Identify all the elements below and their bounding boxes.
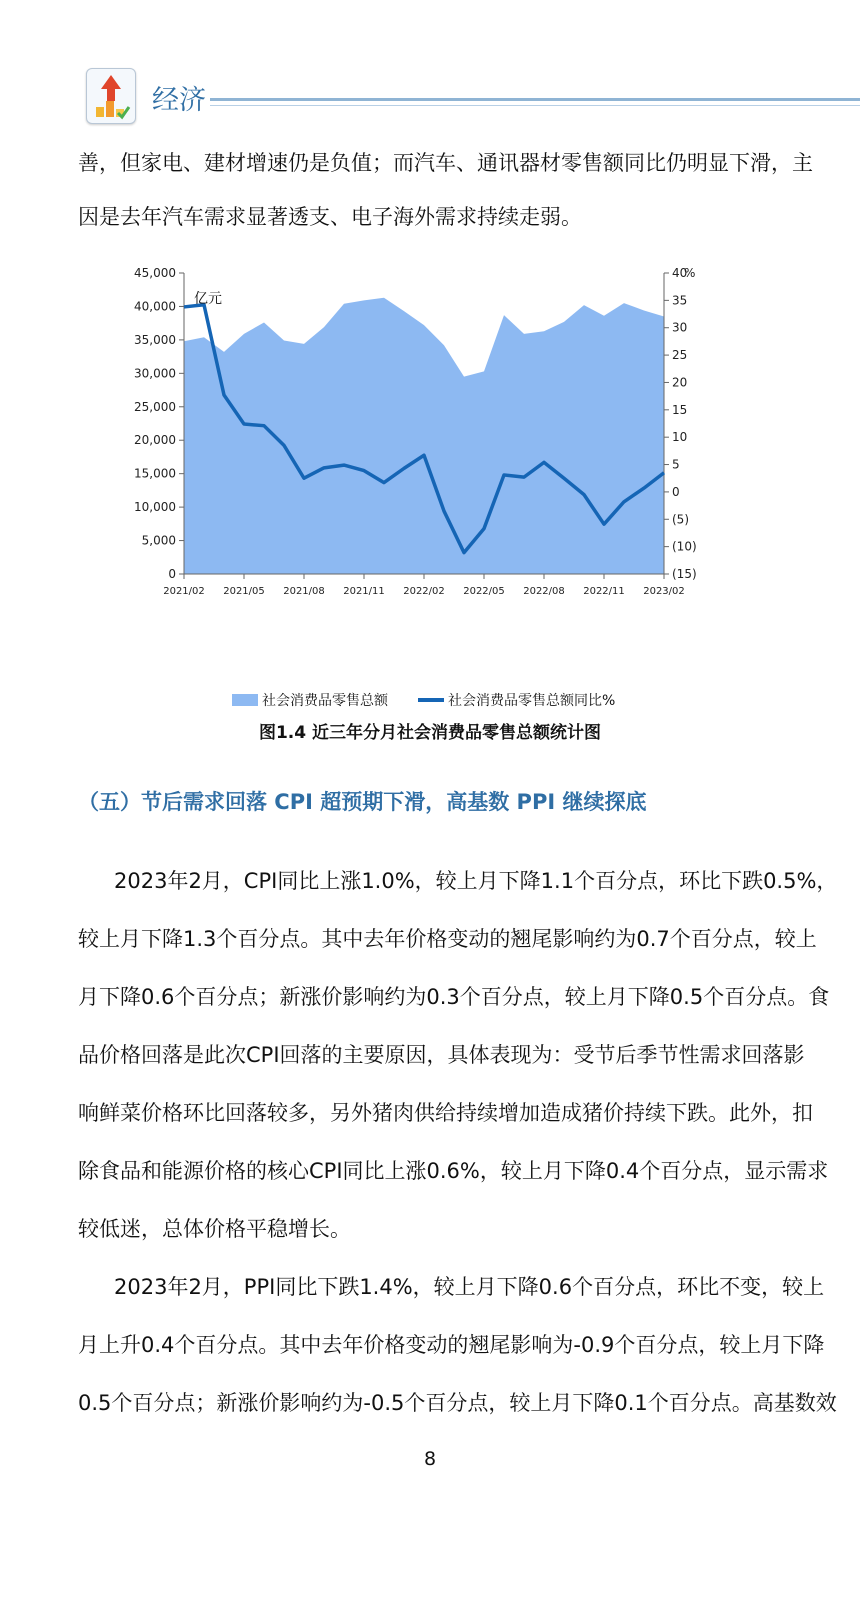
right-tick-label: (10) — [672, 539, 697, 554]
right-tick-label: 0 — [672, 484, 680, 499]
legend-swatch-area — [232, 694, 258, 706]
left-tick-label: 5,000 — [141, 533, 176, 548]
left-tick-label: 10,000 — [134, 500, 176, 515]
x-tick-label: 2021/11 — [343, 586, 385, 597]
cpi-line-4: 品价格回落是此次CPI回落的主要原因，具体表现为：受节后季节性需求回落影 — [78, 1043, 805, 1067]
cpi-line-5: 响鲜菜价格环比回落较多，另外猪肉供给持续增加造成猪价持续下跌。此外，扣 — [78, 1101, 813, 1125]
area-series-retail-sales — [184, 298, 664, 574]
right-tick-label: 35 — [672, 293, 688, 308]
left-tick-label: 25,000 — [134, 399, 176, 414]
right-axis-unit: % — [684, 266, 696, 280]
cpi-line-3: 月下降0.6个百分点；新涨价影响约为0.3个百分点，较上月下降0.5个百分点。食 — [78, 985, 830, 1009]
right-tick-label: (5) — [672, 512, 689, 527]
left-tick-label: 15,000 — [134, 466, 176, 481]
legend-label-line: 社会消费品零售总额同比% — [448, 693, 616, 709]
ppi-line-1: 2023年2月，PPI同比下跌1.4%，较上月下降0.6个百分点，环比不变，较上 — [114, 1275, 825, 1299]
right-tick-label: 15 — [672, 402, 688, 417]
cpi-line-2: 较上月下降1.3个百分点。其中去年价格变动的翘尾影响约为0.7个百分点，较上 — [78, 927, 817, 951]
left-tick-label: 40,000 — [134, 299, 176, 314]
intro-line-2: 因是去年汽车需求显著透支、电子海外需求持续走弱。 — [78, 205, 582, 229]
left-tick-label: 30,000 — [134, 366, 176, 381]
left-tick-label: 20,000 — [134, 433, 176, 448]
left-axis-unit: 亿元 — [194, 291, 222, 307]
intro-line-1: 善，但家电、建材增速仍是负值；而汽车、通讯器材零售额同比仍明显下滑，主 — [78, 151, 813, 175]
left-tick-label: 45,000 — [134, 266, 176, 280]
legend-swatch-line — [418, 698, 444, 702]
header-rule-thin — [210, 105, 860, 106]
bar-chart-up-arrow-icon — [86, 68, 136, 124]
cpi-line-7: 较低迷，总体价格平稳增长。 — [78, 1217, 351, 1241]
x-tick-label: 2021/05 — [223, 586, 265, 597]
left-tick-label: 0 — [168, 567, 176, 581]
x-tick-label: 2022/05 — [463, 586, 505, 597]
right-tick-label: 5 — [672, 457, 680, 472]
section-heading: （五）节后需求回落 CPI 超预期下滑，高基数 PPI 继续探底 — [78, 790, 647, 814]
figure-caption: 图1.4 近三年分月社会消费品零售总额统计图 — [258, 723, 602, 743]
page-header — [86, 64, 860, 124]
cpi-line-6: 除食品和能源价格的核心CPI同比上涨0.6%，较上月下降0.4个百分点，显示需求 — [78, 1159, 829, 1183]
right-tick-label: 25 — [672, 348, 688, 363]
cpi-line-1: 2023年2月，CPI同比上涨1.0%，较上月下降1.1个百分点，环比下跌0.5%， — [114, 869, 838, 893]
left-tick-label: 35,000 — [134, 332, 176, 347]
page-number: 8 — [423, 1448, 437, 1470]
x-tick-label: 2022/08 — [523, 586, 565, 597]
x-tick-label: 2022/02 — [403, 586, 445, 597]
right-tick-label: 10 — [672, 430, 688, 445]
x-tick-label: 2023/02 — [643, 586, 685, 597]
right-tick-label: (15) — [672, 567, 697, 581]
header-rule — [210, 98, 860, 101]
right-tick-label: 40 — [672, 266, 688, 280]
section-title: 经济 — [152, 85, 206, 116]
x-tick-label: 2022/11 — [583, 586, 625, 597]
right-tick-label: 20 — [672, 375, 688, 390]
retail-sales-chart — [120, 263, 720, 623]
ppi-line-2: 月上升0.4个百分点。其中去年价格变动的翘尾影响为-0.9个百分点，较上月下降 — [78, 1333, 825, 1357]
ppi-line-3: 0.5个百分点；新涨价影响约为-0.5个百分点，较上月下降0.1个百分点。高基数效 — [78, 1391, 837, 1415]
x-tick-label: 2021/08 — [283, 586, 325, 597]
x-tick-label: 2021/02 — [163, 586, 205, 597]
right-tick-label: 30 — [672, 320, 688, 335]
legend-label-area: 社会消费品零售总额 — [262, 693, 388, 709]
